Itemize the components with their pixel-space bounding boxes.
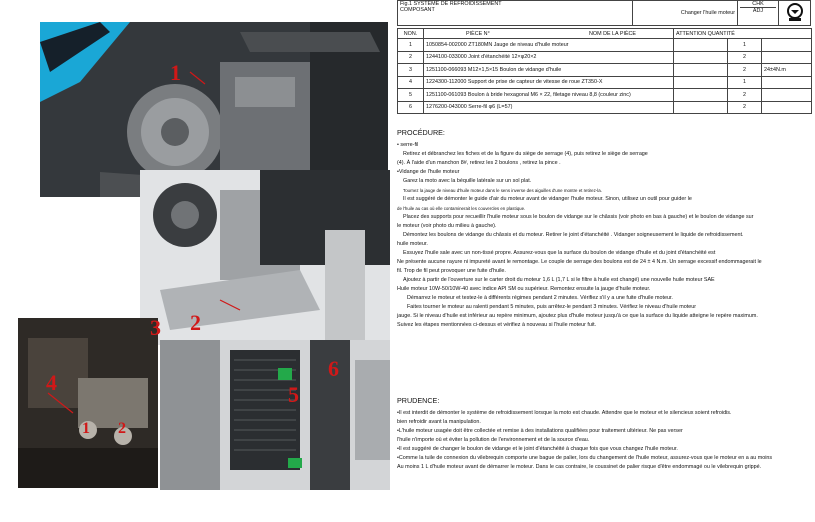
engine-oil-drain-view-image [140,170,390,345]
table-row: 2 1244100-033000 Joint d'étanchéité 12×φ20×2 2 [398,51,812,64]
procedure-line: • serre-fil [397,142,419,148]
procedure-line: Ne présente aucune rayure ni impureté avant le remontage. Le couple de serrage des boulons est de 24 ± 4 N.m. Un serrage excessif endommagerait le [397,259,762,265]
procedure-line: Démarrez le moteur et testez-le à différents régimes pendant 2 minutes. Vérifiez s'il y a une fuite d'huile moteur. [407,295,673,301]
procedure-line: Garez la moto avec la béquille latérale sur un sol plat. [403,178,532,184]
figure-title-cell [398,1,633,26]
procedure-line: Ajoutez à partir de l'ouverture sur le carter droit du moteur 1,6 L (1,7 L si le filtre à huile est changé) une nouvelle huile moteur SAE [403,277,715,283]
table-row: 5 1251100-061093 Boulon à bride hexagonal M6 × 22, filetage niveau 8,8 (couleur zinc) 2 [398,89,812,102]
chassis-drain-bolt-photo [18,318,158,488]
procedure-line: huile moteur. [397,241,428,247]
table-row: 6 1276200-043000 Serre-fil φ6 (L=57) 2 [398,101,812,114]
col-header-no: NON. [398,29,424,39]
callout-5: 5 [288,382,299,407]
procedure-line: Tournez la jauge de niveau d'huile moteur dans le sens inverse des aiguilles d'une montre et retirez-la. [403,188,602,193]
callout-1-bottom: 1 [82,420,90,437]
callout-6: 6 [328,356,339,381]
procedure-line: Retirez et débranchez les fiches et de la figure du siège de serrage (4), puis retirez le siège de serrage [403,151,648,157]
prudence-line: •Il est interdit de démonter le système de refroidissement lorsque la moto est chaude. Attendre que le moteur et le silencieux soient refroidis. [397,410,732,416]
chk-label: CHK [740,1,776,8]
figure-title-line2: COMPOSANT [400,7,435,13]
procedure-line: Démontez les boulons de vidange du châssis et du moteur. Retirer le joint d'étanchéité . Vidanger soigneusement le liquide de refroidissement. [403,232,744,238]
procedure-line: Il est suggéré de démonter le guide d'air du moteur avant de vidanger l'huile moteur. Sinon, utilisez un outil pour guider le [403,196,692,202]
procedure-line: de l'huile au cas où elle contaminerait les couvercles en plastique. [397,206,526,211]
chk-adj-cell [738,1,779,26]
oil-can-icon [784,1,806,23]
prudence-title: PRUDENCE: [397,396,440,405]
adj-label: ADJ [752,8,764,14]
task-cell [633,1,738,26]
figure-title-line1: Fig.1 SYSTÈME DE REFROIDISSEMENT [400,1,502,7]
oil-can-icon-cell [779,1,811,26]
prudence-line: bien refroidir avant la manipulation. [397,419,481,425]
procedure-line: Huile moteur 10W-50/10W-40 avec indice API SM ou supérieur. Remontez ensuite la jauge d'huile moteur. [397,286,651,292]
callout-3: 3 [150,315,161,340]
procedure-line: Suivez les étapes mentionnées ci-dessus et vérifiez à nouveau si l'huile moteur fuit. [397,322,597,328]
procedure-line: le moteur (voir photo du milieu à gauche). [397,223,497,229]
radiator-bracket-view-image [160,340,390,490]
table-row: 1 1050854-002000 ZT180MN Jauge de niveau d'huile moteur 1 [398,39,812,52]
table-row: 4 1224300-112000 Support de prise de capteur de vitesse de roue ZT350-X 1 [398,76,812,89]
procedure-line: •Vidange de l'huile moteur [397,169,460,175]
procedure-line: Essuyez l'huile sale avec un non-tissé propre. Assurez-vous que la surface du boulon de vidange d'huile et du joint d'étanchéité est [403,250,716,256]
radiator-drawing [160,340,390,490]
procedure-line: jauge. Si le niveau d'huile est inférieur au repère minimum, ajoutez plus d'huile moteur jusqu'à ce que la surface du liquide atteigne le repère maximum. [397,313,758,319]
col-header-qty: ATTENTION QUANTITÉ [674,29,812,39]
procedure-title: PROCÉDURE: [397,128,445,137]
procedure-line: (4). À l'aide d'un manchon 8#, retirez les 2 boulons , retirez la pince . [397,160,561,166]
task-title: Changer l'huile moteur [680,10,735,16]
callout-2: 2 [190,310,201,335]
parts-table [397,28,812,114]
table-row: 3 1251100-066093 M12×1,5×15 Boulon de vidange d'huile 2 24±4N.m [398,64,812,77]
prudence-line: •Il est suggéré de changer le boulon de vidange et le joint d'étanchéité à chaque fois que vous changez l'huile moteur. [397,446,678,452]
procedure-line: Placez des supports pour recueillir l'huile moteur sous le boulon de vidange sur le châssis (voir photo en bas à gauche) et le boulon de vidange sur [403,214,754,220]
procedure-line: Faites tourner le moteur au ralenti pendant 5 minutes, puis arrêtez-le pendant 3 minutes. Vérifiez le niveau d'huile moteur [407,304,696,310]
procedure-document [395,0,813,522]
col-header-part-no: PIÈCE N° NOM DE LA PIÈCE [424,29,674,39]
callout-2-bottom: 2 [118,420,126,437]
prudence-line: Au moins 1 L d'huile moteur avant de démarrer le moteur. Dans le cas contraire, le coussinet de palier risque d'être endommagé ou le vilebrequin grippé. [397,464,762,470]
chassis-photo-drawing [18,318,158,488]
prudence-line: l'huile n'importe où et éviter la pollution de l'environnement et de la source d'eau. [397,437,590,443]
prudence-line: •Comme la tuile de connexion du vilebrequin comporte une bague de palier, lors du changement de l'huile moteur, assurez-vous que le moteur en a au moins [397,455,773,461]
drain-drawing [140,170,390,345]
procedure-line: fil. Trop de fil peut provoquer une fuite d'huile. [397,268,506,274]
engine-illustrations [0,0,395,522]
document-header [397,0,811,26]
callout-4: 4 [46,370,57,395]
prudence-section [397,396,811,472]
parts-table-header [398,29,812,39]
procedure-section [397,128,811,330]
callout-1: 1 [170,60,181,85]
prudence-line: •L'huile moteur usagée doit être collectée et remise à des installations qualifiées pour traitement ultérieur. Ne pas verser [397,428,683,434]
